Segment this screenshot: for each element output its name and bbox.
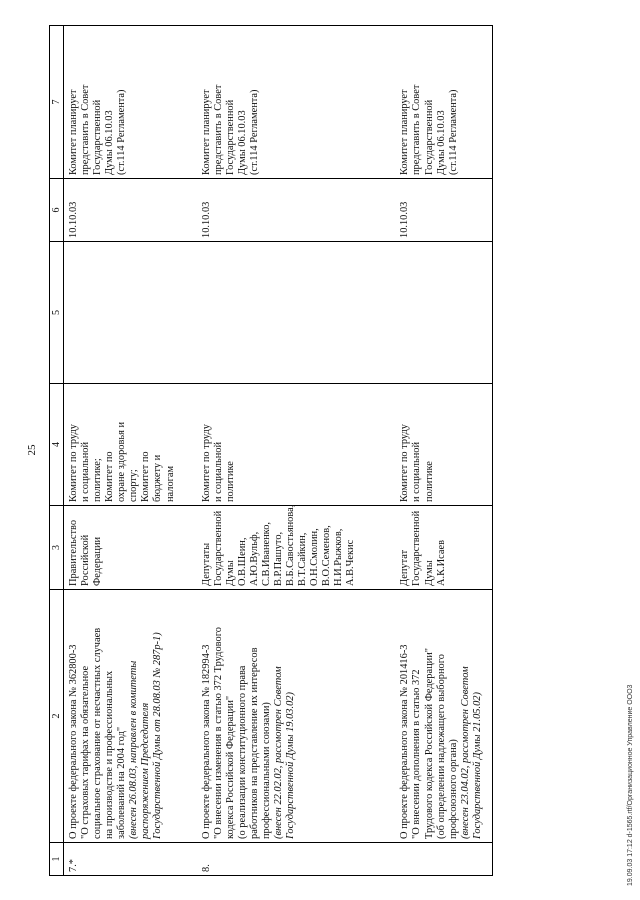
committee-note-line: Комитет планирует — [399, 89, 411, 175]
footer-line: 19.09.03 17:12 d-1565.rtf/Организационное Управление ООО3 — [627, 684, 634, 886]
initiator-line: Н.И.Рыжков, — [333, 528, 345, 586]
initiator-line: В.О.Семенов, — [321, 525, 333, 586]
bill-row — [64, 26, 195, 876]
bill-description-line: О проекте федерального закона № 182994-3 — [200, 644, 212, 839]
committee-note-line: (ст.114 Регламента) — [248, 89, 260, 175]
initiator — [64, 506, 195, 590]
row-number: 8. — [195, 843, 394, 876]
responsible-committee-line: Комитет по труду — [200, 424, 212, 502]
committee-note-line: Думы 06.10.03 — [236, 110, 248, 175]
responsible-committee-line: политике — [224, 461, 236, 502]
bill-description-line: "О страховых тарифах на обязательное — [80, 665, 92, 839]
responsible-committee — [64, 384, 195, 506]
initiator-line: В.Т.Сайкин, — [297, 532, 309, 586]
bill-description-line: кодекса Российской Федерации" — [224, 695, 236, 839]
responsible-committee-line: и социальной — [80, 441, 92, 502]
review-date: 10.10.03 — [393, 179, 492, 242]
responsible-committee-line: Комитет по — [140, 451, 152, 502]
bill-description — [195, 590, 394, 843]
responsible-committee-line: и социальной — [411, 441, 423, 502]
initiator-line: Государственной — [411, 510, 423, 586]
responsible-committee-line: и социальной — [212, 441, 224, 502]
review-date: 10.10.03 — [195, 179, 394, 242]
initiator-line: Депутат — [399, 549, 411, 586]
committee-note-line: Думы 06.10.03 — [435, 110, 447, 175]
bills-table — [49, 25, 493, 876]
initiator-line: Российской — [80, 534, 92, 586]
committee-note-line: представить в Совет — [80, 84, 92, 175]
committee-note-line: Государственной — [423, 99, 435, 175]
initiator-line: В.Б.Савостьянова, — [285, 504, 296, 586]
bill-description — [393, 590, 492, 843]
committee-note-line: Думы 06.10.03 — [104, 110, 116, 175]
column-header: 5 — [50, 242, 64, 384]
responsible-committee-line: налогам — [164, 465, 176, 502]
bill-description-line: на производстве и профессиональных — [104, 670, 116, 839]
bill-description-line: О проекте федерального закона № 201416-3 — [399, 644, 411, 839]
bill-description-line: "О внесении изменения в статью 372 Трудового — [212, 627, 224, 839]
committee-note-line: Комитет планирует — [68, 89, 79, 175]
bill-description-line: (об определении надлежащего выборного — [435, 654, 447, 839]
bill-description-line: (внесен 23.04.02, рассмотрен Советом — [459, 666, 471, 839]
bill-description-line: Государственной Думы 19.03.02) — [285, 692, 296, 839]
committee-note-line: представить в Совет — [411, 84, 423, 175]
bill-description-line: социальное страхование от несчастных случаев — [92, 627, 104, 839]
committee-note-line: Государственной — [224, 99, 236, 175]
initiator-line: В.Р.Пашуто, — [272, 531, 284, 586]
initiator-line: С.В.Иваненко, — [260, 522, 272, 586]
responsible-committee-line: Комитет по труду — [68, 424, 79, 502]
bill-description-line: (внесен 22.02.02, рассмотрен Советом — [272, 666, 284, 839]
review-date: 10.10.03 — [64, 179, 195, 242]
initiator — [393, 506, 492, 590]
column-header: 7 — [50, 26, 64, 179]
committee-note-line: Комитет планирует — [200, 89, 212, 175]
column-5-cell — [195, 242, 394, 384]
bill-description — [64, 590, 195, 843]
bill-description-line: профсоюзного органа) — [447, 739, 459, 839]
column-number-row — [50, 26, 64, 876]
bill-description-line: О проекте федерального закона № 362800-3 — [68, 644, 79, 839]
committee-note-line: представить в Совет — [212, 84, 224, 175]
committee-note-line: Государственной — [92, 99, 104, 175]
column-header: 6 — [50, 179, 64, 242]
row-number: 7.* — [64, 843, 195, 876]
initiator-line: Думы — [224, 560, 236, 586]
initiator-line: О.В.Шеин, — [236, 537, 248, 586]
bill-row — [393, 26, 492, 876]
bill-description-line: Трудового кодекса Российской Федерации" — [423, 647, 435, 839]
bill-description-line: заболеваний на 2004 год" — [116, 726, 128, 839]
responsible-committee-line: Комитет по труду — [399, 424, 411, 502]
committee-note — [393, 26, 492, 179]
responsible-committee-line: Комитет по — [104, 451, 116, 502]
initiator-line: А.К.Исаев — [435, 539, 447, 586]
column-header: 2 — [50, 590, 64, 843]
column-header: 3 — [50, 506, 64, 590]
bill-row — [195, 26, 394, 876]
column-5-cell — [393, 242, 492, 384]
committee-note — [64, 26, 195, 179]
initiator-line: О.Н.Смолин, — [309, 528, 321, 586]
row-number — [393, 843, 492, 876]
bill-description-line: (о реализации конституционного права — [236, 665, 248, 839]
bill-description-line: Государственной Думы 21.05.02) — [471, 692, 483, 839]
column-5-cell — [64, 242, 195, 384]
initiator-line: Федерации — [92, 536, 104, 586]
committee-note-line: (ст.114 Регламента) — [116, 89, 128, 175]
bill-description-line: Государственной Думы от 28.08.03 № 287р-1) — [152, 632, 164, 839]
bill-rows — [64, 26, 493, 876]
bill-description-line: распоряжением Председателя — [140, 702, 152, 839]
committee-note-line: (ст.114 Регламента) — [447, 89, 459, 175]
initiator-line: Депутаты — [200, 542, 212, 586]
page-number: 25 — [26, 444, 38, 456]
responsible-committee-line: политике; — [92, 458, 104, 502]
responsible-committee-line: бюджету и — [152, 454, 164, 502]
bill-description-line: (внесен 26.08.03, направлен в комитеты — [128, 660, 140, 839]
responsible-committee-line: охране здоровья и — [116, 421, 128, 502]
responsible-committee — [393, 384, 492, 506]
responsible-committee — [195, 384, 394, 506]
bill-description-line: работников на представление их интересов — [248, 647, 260, 839]
initiator-line: Правительство — [68, 519, 79, 586]
bill-description-line: "О внесении дополнения в статью 372 — [411, 669, 423, 839]
initiator-line: Думы — [423, 560, 435, 586]
committee-note — [195, 26, 394, 179]
initiator-line: А.В.Чекис — [345, 539, 357, 586]
bill-description-line: профессиональными союзами) — [260, 702, 272, 839]
responsible-committee-line: политике — [423, 461, 435, 502]
column-header: 1 — [50, 843, 64, 876]
initiator — [195, 506, 394, 590]
responsible-committee-line: спорту; — [128, 469, 140, 502]
initiator-line: Государственной — [212, 510, 224, 586]
column-header: 4 — [50, 384, 64, 506]
initiator-line: А.Ю.Вульф, — [248, 531, 260, 586]
